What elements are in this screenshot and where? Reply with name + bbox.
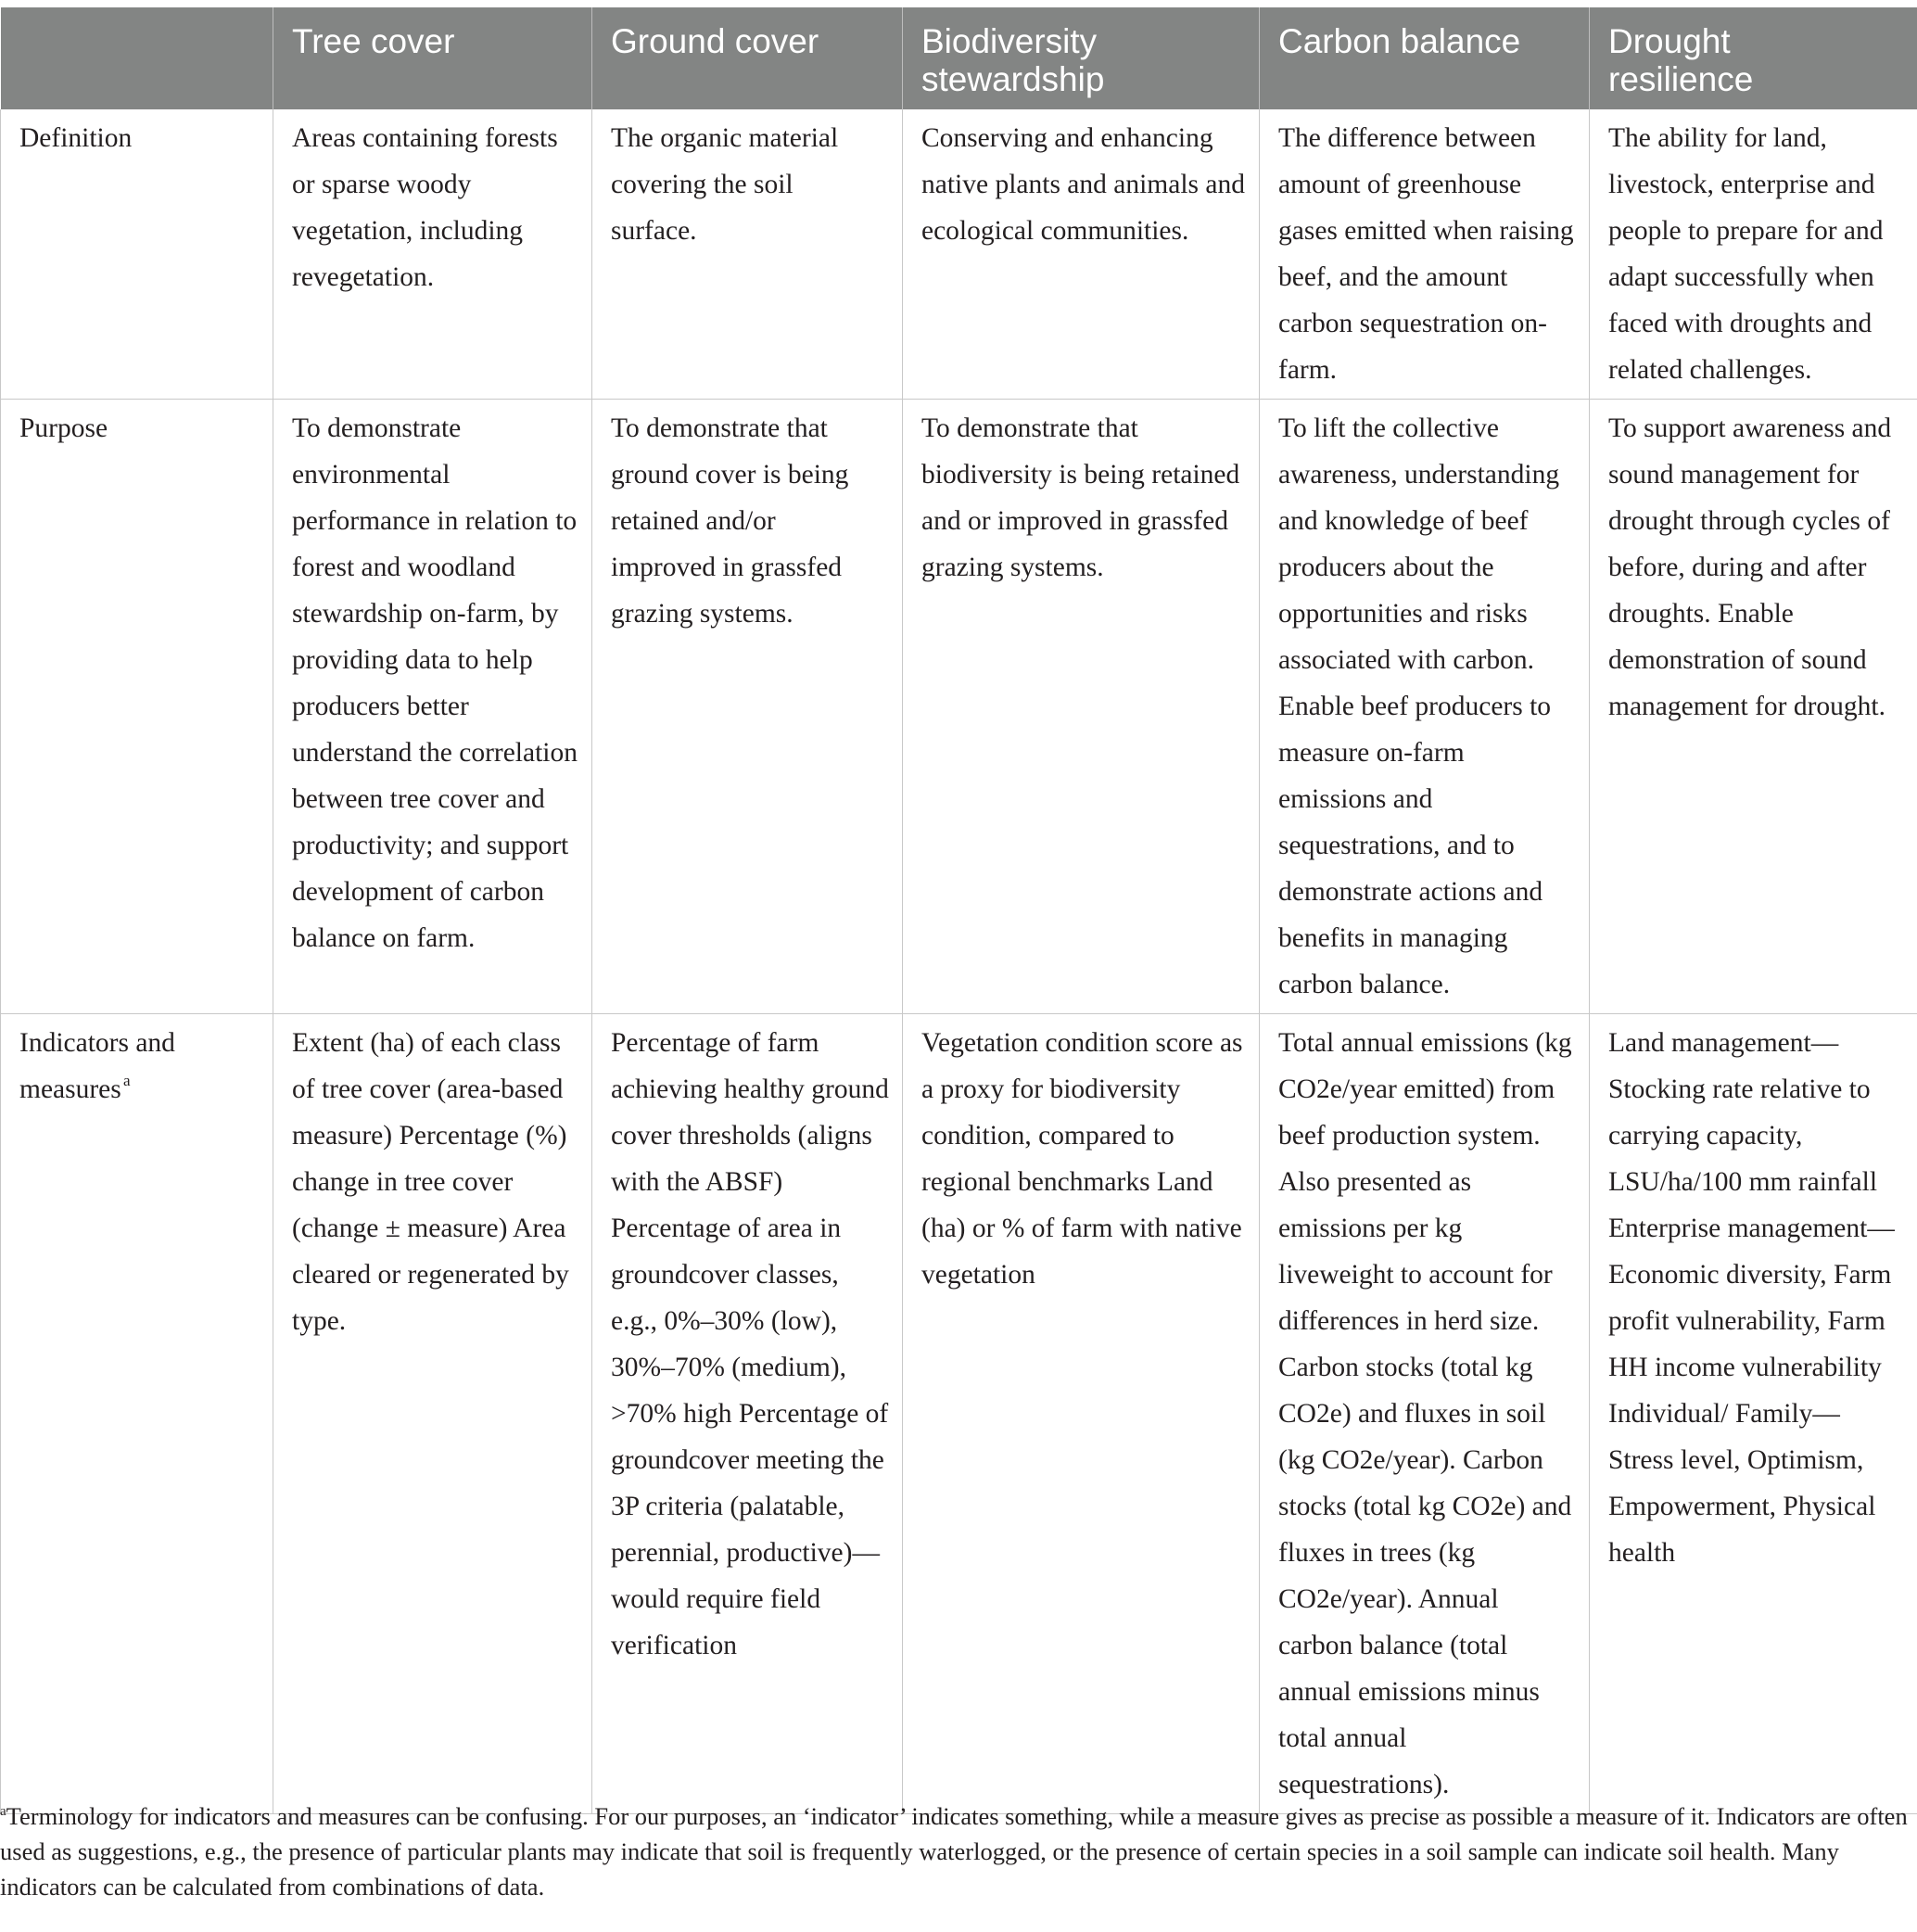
cell-text: Land management—Stocking rate relative to carrying capacity, LSU/ha/100 mm rainfall Enterprise management—Economic diversity, Farm profit vulnerability, Farm HH income vulnerability Individual/ Family—Stress level, Optimism, Empowerment, Physical health xyxy=(1608,1028,1895,1568)
footnote-marker: a xyxy=(123,1072,131,1090)
cell-definition-ground-cover xyxy=(592,109,903,400)
header-drought-text: Drought resilience xyxy=(1608,22,1754,98)
cell-text: The organic material covering the soil surface. xyxy=(611,123,839,246)
cell-definition-drought-resilience xyxy=(1590,109,1917,400)
table-row-indicators xyxy=(1,1014,1917,1814)
footnote-mark: a xyxy=(0,1804,6,1820)
header-cell-ground-cover: Ground cover xyxy=(592,7,903,109)
cell-purpose-ground-cover xyxy=(592,400,903,1014)
cell-text: Vegetation condition score as a proxy for biodiversity condition, compared to regional benchmarks Land (ha) or % of farm with native vegetation xyxy=(921,1028,1243,1290)
cell-text: To demonstrate that ground cover is being retained and/or improved in grassfed grazing systems. xyxy=(611,413,849,629)
header-cell-drought-resilience xyxy=(1590,7,1917,109)
header-biodiversity-text: Biodiversity stewardship xyxy=(921,22,1105,98)
cell-text: Percentage of farm achieving healthy ground cover thresholds (aligns with the ABSF) Percentage of area in groundcover classes, e.g., 0%–30% (low), 30%–70% (medium), >70% high Percentage of groundcover meeting the 3P criteria (palatable, perennial, productive)—would require field verification xyxy=(611,1028,889,1660)
cell-indicators-ground-cover xyxy=(592,1014,903,1814)
cell-definition-carbon-balance: The difference between amount of greenhouse gases emitted when raising beef, and the amount carbon sequestration on-farm. xyxy=(1260,109,1590,400)
cell-text: Extent (ha) of each class of tree cover (area-based measure) Percentage (%) change in tree cover (change ± measure) Area cleared or regenerated by type. xyxy=(292,1028,569,1336)
cell-text: To demonstrate environmental performance in relation to forest and woodland stewardship on-farm, by providing data to help producers better understand the correlation between tree cover and productivity; and support development of carbon balance on farm. xyxy=(292,413,578,953)
cell-text: To lift the collective awareness, understanding and knowledge of beef producers about the opportunities and risks associated with carbon. Enable beef producers to measure on-farm emissions and sequestrations, and to demonstrate actions and benefits in managing carbon balance. xyxy=(1278,413,1560,999)
table-footnote xyxy=(0,1799,1910,1904)
row-label-indicators xyxy=(1,1014,273,1814)
table-row-purpose xyxy=(1,400,1917,1014)
cell-indicators-biodiversity xyxy=(903,1014,1260,1814)
table-header-row xyxy=(1,7,1917,109)
cell-indicators-carbon-balance xyxy=(1260,1014,1590,1814)
row-label-indicators-text: Indicators and measures xyxy=(19,1028,175,1104)
cell-purpose-carbon-balance xyxy=(1260,400,1590,1014)
header-cell-blank xyxy=(1,7,273,109)
row-label-definition: Definition xyxy=(1,109,273,400)
cell-purpose-drought-resilience: To support awareness and sound management for drought through cycles of before, during and after droughts. Enable demonstration of sound management for drought. xyxy=(1590,400,1917,1014)
cell-purpose-tree-cover xyxy=(273,400,592,1014)
header-cell-carbon-balance: Carbon balance xyxy=(1260,7,1590,109)
cell-purpose-biodiversity: To demonstrate that biodiversity is being retained and or improved in grassfed grazing systems. xyxy=(903,400,1260,1014)
row-label-purpose: Purpose xyxy=(1,400,273,1014)
data-table-container xyxy=(0,7,1917,1814)
cell-text: The ability for land, livestock, enterprise and people to prepare for and adapt successfully when faced with droughts and related challenges. xyxy=(1608,123,1884,385)
cell-indicators-tree-cover xyxy=(273,1014,592,1814)
cell-text: Areas containing forests or sparse woody vegetation, including revegetation. xyxy=(292,123,558,292)
cell-indicators-drought-resilience xyxy=(1590,1014,1917,1814)
header-cell-tree-cover: Tree cover xyxy=(273,7,592,109)
table-row-definition xyxy=(1,109,1917,400)
cell-text: Total annual emissions (kg CO2e/year emitted) from beef production system. Also presented as emissions per kg liveweight to account for differences in herd size. Carbon stocks (total kg CO2e) and fluxes in soil (kg CO2e/year). Carbon stocks (total kg CO2e) and fluxes in trees (kg CO2e/year). Annual carbon balance (total annual emissions minus total annual sequestrations). xyxy=(1278,1028,1572,1799)
footnote-text: Terminology for indicators and measures can be confusing. For our purposes, an ‘indicator’ indicates something, while a measure gives as precise as possible a measure of it. Indicators are often used as suggestions, e.g., the presence of particular plants may indicate that soil is frequently waterlogged, or the presence of certain species in a soil sample can indicate soil health. Many indicators can be calculated from combinations of data. xyxy=(0,1802,1908,1900)
header-cell-biodiversity-stewardship xyxy=(903,7,1260,109)
cell-definition-biodiversity: Conserving and enhancing native plants and animals and ecological communities. xyxy=(903,109,1260,400)
indicators-table xyxy=(0,7,1917,1814)
cell-definition-tree-cover xyxy=(273,109,592,400)
